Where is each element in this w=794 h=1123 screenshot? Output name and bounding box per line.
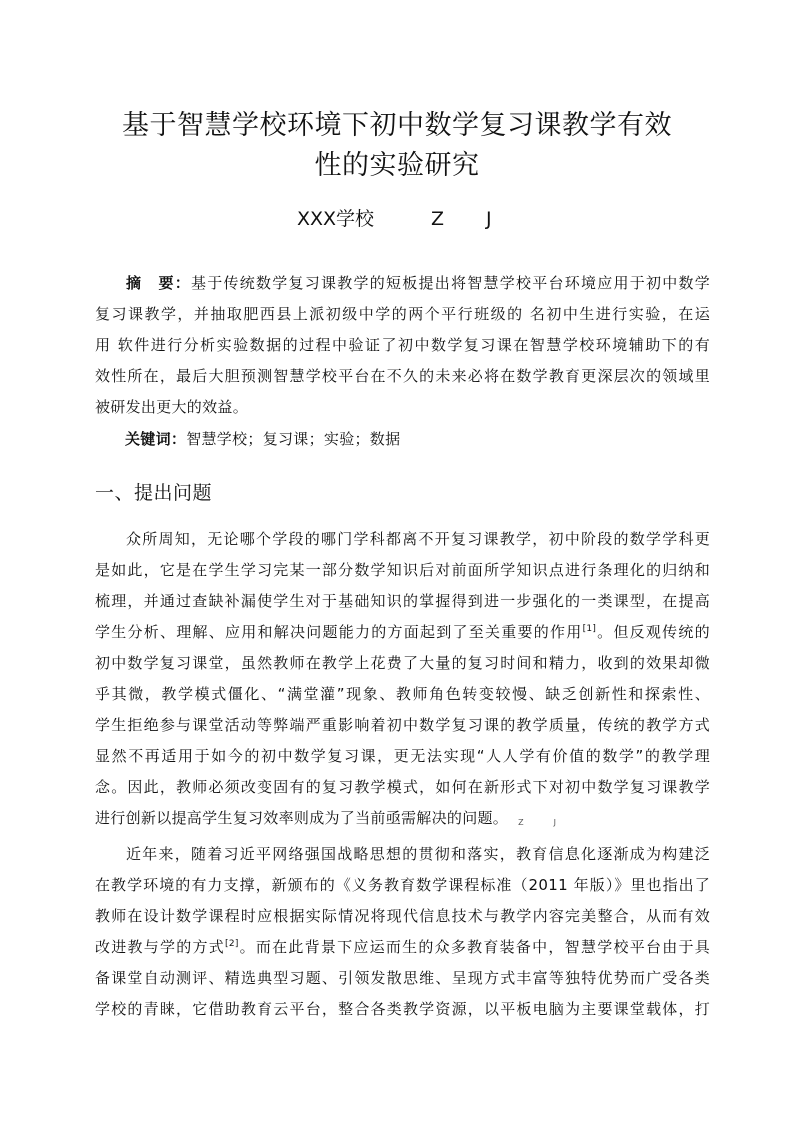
body-line: 学生拒绝参与课堂活动等弊端严重影响着初中数学复习课的教学质量，传统的教学方式 [95,716,710,734]
section-heading: 一、提出问题 [95,482,213,504]
body-line: 显然不再适用于如今的初中数学复习课，更无法实现“人人学有价值的数学”的教学理 [95,747,710,765]
paper-title-line-1: 基于智慧学校环境下初中数学复习课教学有效 [122,110,672,141]
abstract-text: 基于传统数学复习课教学的短板提出将智慧学校平台环境应用于初中数学 [190,274,710,292]
body-line: 初中数学复习课堂，虽然教师在教学上花费了大量的复习时间和精力，收到的效果却微 [95,654,710,672]
body-line: 是如此，它是在学生学习完某一部分数学知识后对前面所学知识点进行条理化的归纳和 [95,561,710,579]
abstract-label: 摘 要： [125,274,191,292]
body-line: 教师在设计数学课程时应根据实际情况将现代信息技术与教学内容完美整合，从而有效 [95,907,710,925]
abstract-line: 被研发出更大的效益。 [95,398,249,416]
body-line: 学校的青睐，它借助教育云平台，整合各类教学资源，以平板电脑为主要课堂载体，打 [95,1000,710,1018]
keywords-line [95,424,710,455]
body-line: 进行创新以提高学生复习效率则成为了当前亟需解决的问题。 Z J [95,809,556,827]
abstract-line [95,268,710,299]
author-initial-j: J [486,208,492,230]
citation-ref[interactable]: [1] [582,624,597,634]
keywords-text: 智慧学校；复习课；实验；数据 [186,430,401,448]
body-line: 众所周知，无论哪个学段的哪门学科都离不开复习课教学，初中阶段的数学学科更 [125,530,710,548]
body-line: 在教学环境的有力支撑，新颁布的《义务教育数学课程标准（2011 年版）》里也指出了 [95,876,710,894]
body-line: 乎其微，教学模式僵化、“满堂灌”现象、教师角色转变较慢、缺乏创新性和探索性、 [95,685,710,703]
abstract-line: 效性所在，最后大胆预测智慧学校平台在不久的未来必将在数学教育更深层次的领域里 [95,367,710,385]
keywords-label: 关键词： [125,430,187,448]
body-line: 近年来，随着习近平网络强国战略思想的贯彻和落实，教育信息化逐渐成为构建泛 [125,845,710,863]
body-line: 备课堂自动测评、精选典型习题、引领发散思维、呈现方式丰富等独特优势而广受各类 [95,969,710,987]
citation-ref[interactable]: [2] [225,939,239,949]
body-line: 梳理，并通过查缺补漏使学生对于基础知识的掌握得到进一步强化的一类课型，在提高 [95,592,710,610]
tiny-mark-z: Z [518,818,524,827]
body-line: 念。因此，教师必须改变固有的复习教学模式，如何在新形式下对初中数学复习课教学 [95,778,710,796]
abstract-line: 用 软件进行分析实验数据的过程中验证了初中数学复习课在智慧学校环境辅助下的有 [95,336,710,354]
author-initial-z: Z [431,208,445,230]
body-line: 学生分析、理解、应用和解决问题能力的方面起到了至关重要的作用[1]。但反观传统的 [95,623,710,641]
author-school: XXX学校 [297,208,375,230]
abstract-line: 复习课教学，并抽取肥西县上派初级中学的两个平行班级的 名初中生进行实验，在运 [95,305,710,323]
tiny-mark-j: J [553,818,556,827]
body-line: 改进教与学的方式[2]。而在此背景下应运而生的众多教育装备中，智慧学校平台由于具 [95,938,711,956]
author-line [0,204,794,234]
paper-title-line-2: 性的实验研究 [314,150,480,181]
